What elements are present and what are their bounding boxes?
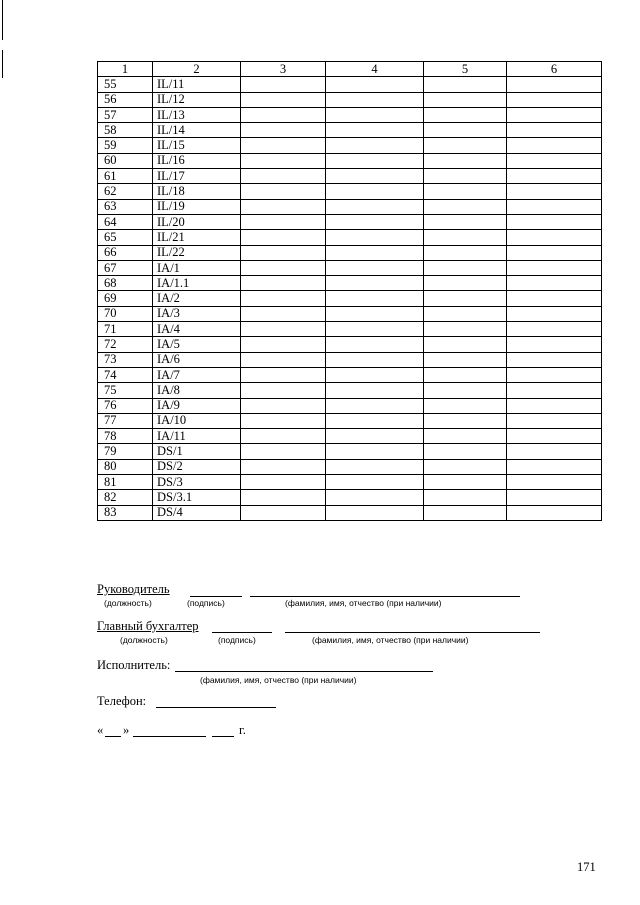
empty-cell [241, 367, 326, 382]
accountant-caption-name: (фамилия, имя, отчество (при наличии) [312, 635, 469, 645]
empty-cell [326, 199, 424, 214]
table-row [98, 276, 602, 291]
empty-cell [424, 322, 507, 337]
row-code: IL/21 [153, 230, 241, 245]
empty-cell [424, 505, 507, 520]
empty-cell [424, 230, 507, 245]
empty-cell [241, 138, 326, 153]
empty-cell [326, 475, 424, 490]
empty-cell [507, 153, 602, 168]
empty-cell [424, 77, 507, 92]
head-caption-position: (должность) [104, 598, 152, 608]
row-code: IL/20 [153, 214, 241, 229]
executor-name-line [175, 671, 433, 672]
empty-cell [241, 260, 326, 275]
empty-cell [241, 92, 326, 107]
head-position-line [190, 596, 242, 597]
empty-cell [507, 429, 602, 444]
empty-cell [241, 352, 326, 367]
empty-cell [241, 383, 326, 398]
empty-cell [326, 107, 424, 122]
empty-cell [424, 444, 507, 459]
empty-cell [241, 475, 326, 490]
table-row [98, 459, 602, 474]
row-number: 77 [98, 413, 153, 428]
empty-cell [424, 306, 507, 321]
row-code: DS/1 [153, 444, 241, 459]
empty-cell [424, 413, 507, 428]
empty-cell [424, 214, 507, 229]
empty-cell [424, 153, 507, 168]
empty-cell [507, 306, 602, 321]
column-header: 5 [424, 62, 507, 77]
date-close-quote: » [123, 723, 130, 737]
empty-cell [424, 337, 507, 352]
empty-cell [507, 138, 602, 153]
table-row [98, 383, 602, 398]
empty-cell [424, 475, 507, 490]
table-row [98, 444, 602, 459]
empty-cell [507, 413, 602, 428]
empty-cell [507, 92, 602, 107]
row-number: 67 [98, 260, 153, 275]
table-row [98, 184, 602, 199]
row-number: 80 [98, 459, 153, 474]
empty-cell [326, 306, 424, 321]
empty-cell [507, 383, 602, 398]
row-code: DS/3 [153, 475, 241, 490]
empty-cell [326, 490, 424, 505]
head-caption-name: (фамилия, имя, отчество (при наличии) [285, 598, 442, 608]
empty-cell [424, 429, 507, 444]
row-number: 58 [98, 123, 153, 138]
table-row [98, 490, 602, 505]
row-code: IL/19 [153, 199, 241, 214]
empty-cell [424, 490, 507, 505]
row-code: IA/6 [153, 352, 241, 367]
empty-cell [507, 291, 602, 306]
empty-cell [241, 245, 326, 260]
row-number: 62 [98, 184, 153, 199]
empty-cell [241, 107, 326, 122]
row-number: 81 [98, 475, 153, 490]
empty-cell [326, 245, 424, 260]
empty-cell [326, 367, 424, 382]
row-number: 76 [98, 398, 153, 413]
empty-cell [507, 398, 602, 413]
accountant-label: Главный бухгалтер [97, 619, 199, 633]
row-number: 60 [98, 153, 153, 168]
date-day-line [105, 736, 121, 737]
empty-cell [326, 352, 424, 367]
empty-cell [507, 322, 602, 337]
table-row [98, 322, 602, 337]
empty-cell [424, 245, 507, 260]
empty-cell [507, 337, 602, 352]
column-header: 1 [98, 62, 153, 77]
empty-cell [424, 169, 507, 184]
empty-cell [326, 153, 424, 168]
empty-cell [507, 444, 602, 459]
column-header: 2 [153, 62, 241, 77]
table-row [98, 245, 602, 260]
empty-cell [424, 92, 507, 107]
empty-cell [424, 398, 507, 413]
row-number: 75 [98, 383, 153, 398]
table-row [98, 107, 602, 122]
margin-mark [2, 50, 3, 78]
empty-cell [424, 138, 507, 153]
row-number: 65 [98, 230, 153, 245]
row-code: IA/1.1 [153, 276, 241, 291]
empty-cell [326, 383, 424, 398]
row-code: IL/16 [153, 153, 241, 168]
row-code: IA/4 [153, 322, 241, 337]
row-code: IL/13 [153, 107, 241, 122]
empty-cell [326, 260, 424, 275]
accountant-caption-signature: (подпись) [218, 635, 256, 645]
row-code: IA/7 [153, 367, 241, 382]
row-code: IL/22 [153, 245, 241, 260]
row-number: 78 [98, 429, 153, 444]
empty-cell [507, 475, 602, 490]
empty-cell [507, 214, 602, 229]
row-code: IL/14 [153, 123, 241, 138]
empty-cell [241, 214, 326, 229]
empty-cell [326, 337, 424, 352]
head-label: Руководитель [97, 582, 170, 596]
table-row [98, 367, 602, 382]
table-header-row [98, 62, 602, 77]
empty-cell [507, 169, 602, 184]
table-row [98, 77, 602, 92]
empty-cell [241, 291, 326, 306]
head-name-line [250, 596, 520, 597]
row-number: 66 [98, 245, 153, 260]
head-caption-signature: (подпись) [187, 598, 225, 608]
table-row [98, 260, 602, 275]
date-open-quote: « [97, 723, 104, 737]
empty-cell [241, 444, 326, 459]
row-number: 82 [98, 490, 153, 505]
empty-cell [507, 184, 602, 199]
empty-cell [507, 107, 602, 122]
row-number: 68 [98, 276, 153, 291]
accountant-caption-position: (должность) [120, 635, 168, 645]
empty-cell [241, 429, 326, 444]
table-row [98, 475, 602, 490]
empty-cell [326, 429, 424, 444]
row-code: DS/2 [153, 459, 241, 474]
column-header: 4 [326, 62, 424, 77]
table-row [98, 214, 602, 229]
empty-cell [326, 138, 424, 153]
empty-cell [424, 383, 507, 398]
empty-cell [507, 459, 602, 474]
table-row [98, 230, 602, 245]
empty-cell [241, 276, 326, 291]
table-row [98, 169, 602, 184]
empty-cell [424, 199, 507, 214]
empty-cell [241, 306, 326, 321]
row-number: 70 [98, 306, 153, 321]
table-row [98, 505, 602, 520]
empty-cell [241, 505, 326, 520]
data-table [97, 61, 602, 521]
empty-cell [326, 230, 424, 245]
row-number: 57 [98, 107, 153, 122]
row-number: 64 [98, 214, 153, 229]
empty-cell [424, 107, 507, 122]
empty-cell [241, 77, 326, 92]
empty-cell [241, 459, 326, 474]
empty-cell [241, 153, 326, 168]
empty-cell [241, 398, 326, 413]
row-number: 55 [98, 77, 153, 92]
empty-cell [326, 322, 424, 337]
empty-cell [507, 77, 602, 92]
empty-cell [507, 490, 602, 505]
executor-label: Исполнитель: [97, 658, 171, 672]
empty-cell [241, 413, 326, 428]
empty-cell [326, 276, 424, 291]
executor-caption-name: (фамилия, имя, отчество (при наличии) [200, 675, 357, 685]
phone-label: Телефон: [97, 694, 147, 708]
table-row [98, 92, 602, 107]
row-number: 59 [98, 138, 153, 153]
empty-cell [326, 459, 424, 474]
empty-cell [507, 230, 602, 245]
empty-cell [326, 505, 424, 520]
row-number: 56 [98, 92, 153, 107]
empty-cell [424, 291, 507, 306]
empty-cell [326, 123, 424, 138]
empty-cell [507, 505, 602, 520]
row-code: DS/3.1 [153, 490, 241, 505]
table-row [98, 199, 602, 214]
row-number: 79 [98, 444, 153, 459]
empty-cell [424, 184, 507, 199]
row-code: IA/5 [153, 337, 241, 352]
row-code: IA/2 [153, 291, 241, 306]
row-code: IL/12 [153, 92, 241, 107]
table-row [98, 429, 602, 444]
row-code: IL/11 [153, 77, 241, 92]
row-number: 83 [98, 505, 153, 520]
table-row [98, 413, 602, 428]
row-code: IL/17 [153, 169, 241, 184]
empty-cell [326, 398, 424, 413]
empty-cell [241, 123, 326, 138]
table-row [98, 337, 602, 352]
empty-cell [241, 230, 326, 245]
margin-mark [2, 0, 3, 40]
row-number: 63 [98, 199, 153, 214]
empty-cell [424, 276, 507, 291]
date-month-line [133, 736, 206, 737]
table-row [98, 398, 602, 413]
table-row [98, 306, 602, 321]
table-row [98, 123, 602, 138]
empty-cell [326, 444, 424, 459]
row-code: IA/10 [153, 413, 241, 428]
row-code: IA/8 [153, 383, 241, 398]
date-year-line [212, 736, 234, 737]
column-header: 3 [241, 62, 326, 77]
empty-cell [326, 169, 424, 184]
empty-cell [424, 459, 507, 474]
empty-cell [326, 291, 424, 306]
table-row [98, 153, 602, 168]
empty-cell [326, 413, 424, 428]
table-row [98, 291, 602, 306]
row-number: 71 [98, 322, 153, 337]
empty-cell [241, 490, 326, 505]
date-year-suffix: г. [239, 723, 246, 737]
empty-cell [507, 199, 602, 214]
row-code: IA/3 [153, 306, 241, 321]
row-code: IA/1 [153, 260, 241, 275]
empty-cell [507, 367, 602, 382]
empty-cell [424, 123, 507, 138]
accountant-name-line [285, 632, 540, 633]
empty-cell [241, 184, 326, 199]
empty-cell [507, 123, 602, 138]
accountant-position-line [212, 632, 272, 633]
column-header: 6 [507, 62, 602, 77]
empty-cell [241, 199, 326, 214]
row-number: 72 [98, 337, 153, 352]
row-code: IL/15 [153, 138, 241, 153]
empty-cell [424, 352, 507, 367]
empty-cell [507, 260, 602, 275]
empty-cell [241, 322, 326, 337]
empty-cell [507, 352, 602, 367]
row-code: IL/18 [153, 184, 241, 199]
table-row [98, 352, 602, 367]
empty-cell [424, 367, 507, 382]
table-row [98, 138, 602, 153]
phone-line [156, 707, 276, 708]
row-number: 61 [98, 169, 153, 184]
empty-cell [241, 169, 326, 184]
row-code: IA/9 [153, 398, 241, 413]
row-code: DS/4 [153, 505, 241, 520]
empty-cell [326, 184, 424, 199]
empty-cell [326, 92, 424, 107]
row-number: 73 [98, 352, 153, 367]
empty-cell [507, 276, 602, 291]
empty-cell [424, 260, 507, 275]
empty-cell [241, 337, 326, 352]
empty-cell [507, 245, 602, 260]
row-code: IA/11 [153, 429, 241, 444]
row-number: 69 [98, 291, 153, 306]
empty-cell [326, 214, 424, 229]
empty-cell [326, 77, 424, 92]
page-number: 171 [577, 860, 596, 874]
row-number: 74 [98, 367, 153, 382]
table-body [98, 77, 602, 521]
